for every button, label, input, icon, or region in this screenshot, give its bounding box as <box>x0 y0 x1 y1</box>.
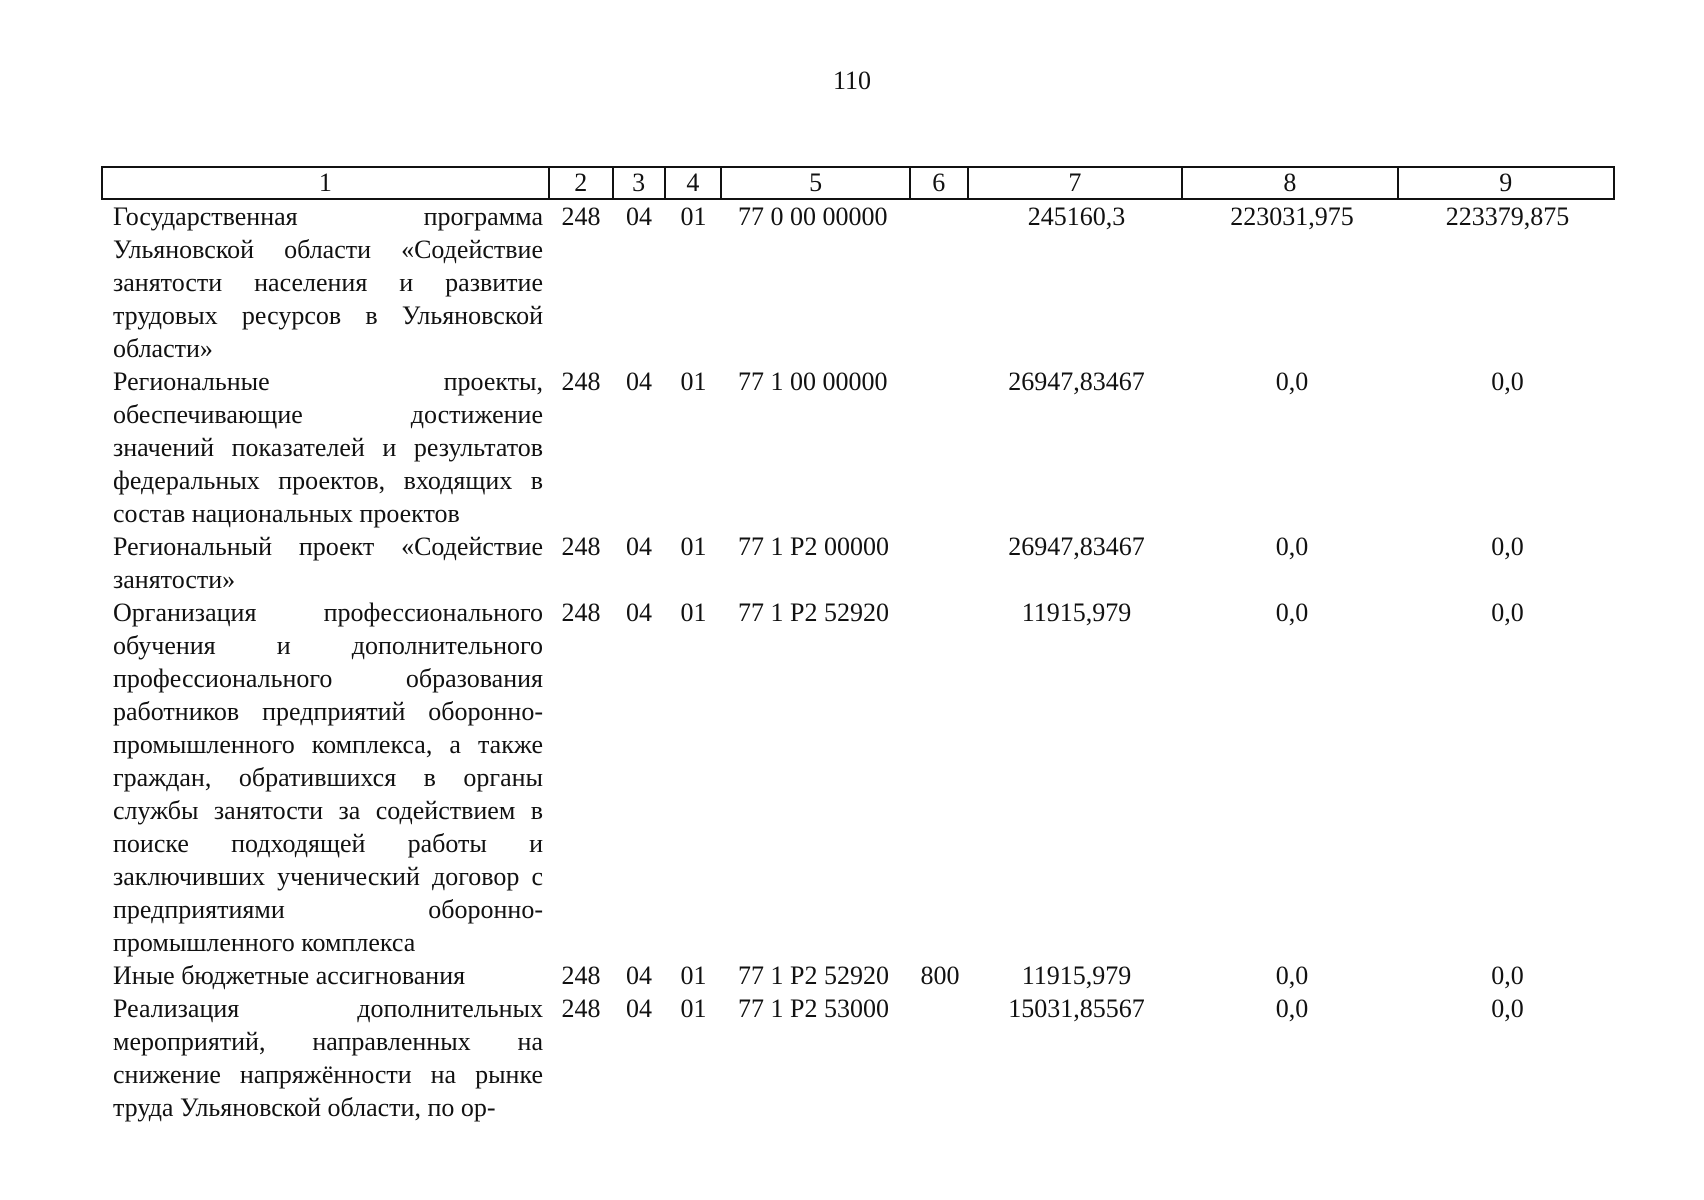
row-code-ministry: 248 <box>561 994 601 1023</box>
row-code-ministry: 248 <box>561 532 601 561</box>
row-amount-9: 0,0 <box>1491 598 1524 627</box>
header-col-4: 4 <box>666 168 723 198</box>
row-code-expense-type <box>911 596 969 959</box>
row-code-subsection: 01 <box>680 598 707 627</box>
row-name: Организация профессионального обучения и дополнительного профессионального образования работников предприятий оборонно-промышленного комплекса, а также граждан, обратившихся в органы службы занятости за содействием в поиске подходящей работы и заключивших ученический договор с предприятиями оборонно-промышленного комплекса <box>113 598 543 957</box>
row-code-subsection: 01 <box>680 994 707 1023</box>
row-code-section: 04 <box>626 367 652 396</box>
row-name: Государственная программа Ульяновской области «Содействие занятости населения и развитие трудовых ресурсов в Ульяновской области» <box>113 202 543 363</box>
row-code-expense-type <box>911 992 969 1124</box>
table-header <box>101 166 1615 200</box>
row-code-expense-type <box>911 200 969 365</box>
row-code-subsection: 01 <box>680 367 707 396</box>
row-amount-7: 26947,83467 <box>1008 532 1145 561</box>
table-row <box>101 530 1615 596</box>
row-code-section: 04 <box>626 961 652 990</box>
header-col-2: 2 <box>550 168 614 198</box>
row-amount-8: 0,0 <box>1275 961 1309 990</box>
header-col-1: 1 <box>103 168 550 198</box>
row-amount-7: 11915,979 <box>1021 961 1132 990</box>
table-row <box>101 365 1615 530</box>
row-amount-9: 0,0 <box>1491 961 1524 990</box>
page-number: 110 <box>832 66 872 95</box>
row-amount-9: 0,0 <box>1491 994 1524 1023</box>
row-amount-8: 223031,975 <box>1230 202 1354 231</box>
row-code-subsection: 01 <box>680 532 707 561</box>
header-col-7: 7 <box>969 168 1183 198</box>
header-col-5: 5 <box>722 168 911 198</box>
row-code-ministry: 248 <box>561 598 601 627</box>
row-amount-8: 0,0 <box>1275 532 1309 561</box>
row-amount-8: 0,0 <box>1275 367 1309 396</box>
row-code-target: 77 0 00 00000 <box>738 202 888 231</box>
row-code-section: 04 <box>626 598 652 627</box>
row-code-expense-type <box>911 530 969 596</box>
row-code-section: 04 <box>626 994 652 1023</box>
row-code-target: 77 1 P2 52920 <box>738 961 889 990</box>
row-name: Региональные проекты, обеспечивающие достижение значений показателей и результатов федеральных проектов, входящих в состав национальных проектов <box>113 367 543 528</box>
row-code-target: 77 1 P2 53000 <box>738 994 889 1023</box>
row-name: Иные бюджетные ассигнования <box>113 961 466 990</box>
row-code-subsection: 01 <box>680 202 707 231</box>
row-amount-8: 0,0 <box>1275 598 1309 627</box>
row-amount-7: 245160,3 <box>1027 202 1126 231</box>
table-row <box>101 200 1615 365</box>
row-code-ministry: 248 <box>561 961 601 990</box>
header-col-6: 6 <box>911 168 969 198</box>
row-code-section: 04 <box>626 202 652 231</box>
table-row <box>101 959 1615 992</box>
row-code-target: 77 1 00 00000 <box>738 367 888 396</box>
table-row <box>101 992 1615 1124</box>
row-code-target: 77 1 P2 52920 <box>738 598 889 627</box>
table-row <box>101 596 1615 959</box>
row-code-ministry: 248 <box>561 367 601 396</box>
row-amount-9: 223379,875 <box>1445 202 1570 231</box>
header-col-9: 9 <box>1499 168 1513 197</box>
row-name: Региональный проект «Содействие занятости» <box>113 532 543 594</box>
header-col-8: 8 <box>1183 168 1398 198</box>
row-code-expense-type: 800 <box>920 961 960 990</box>
row-amount-8: 0,0 <box>1275 994 1309 1023</box>
row-code-subsection: 01 <box>680 961 707 990</box>
row-amount-7: 26947,83467 <box>1008 367 1145 396</box>
row-amount-9: 0,0 <box>1491 532 1524 561</box>
row-code-ministry: 248 <box>561 202 601 231</box>
row-amount-7: 15031,85567 <box>1008 994 1145 1023</box>
budget-table <box>101 166 1615 1124</box>
row-amount-7: 11915,979 <box>1021 598 1132 627</box>
row-code-expense-type <box>911 365 969 530</box>
row-code-section: 04 <box>626 532 652 561</box>
header-col-3: 3 <box>614 168 666 198</box>
row-amount-9: 0,0 <box>1491 367 1524 396</box>
row-code-target: 77 1 P2 00000 <box>738 532 889 561</box>
row-name: Реализация дополнительных мероприятий, направленных на снижение напряжённости на рынке труда Ульяновской области, по ор- <box>113 994 543 1122</box>
